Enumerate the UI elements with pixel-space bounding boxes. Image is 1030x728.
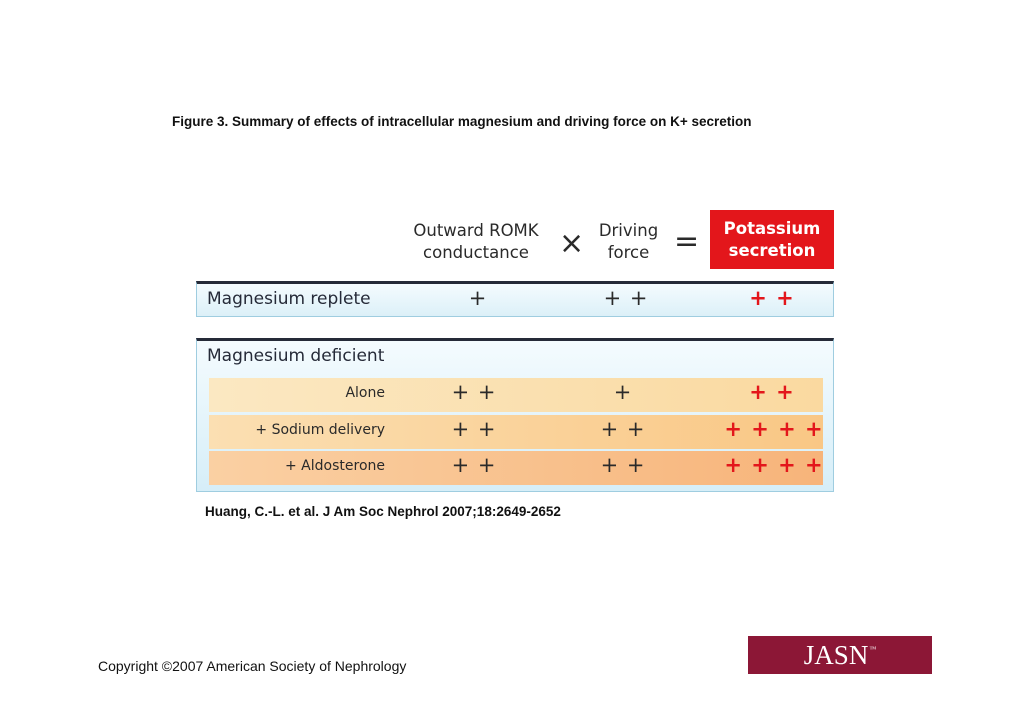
header-potassium-secretion: [710, 210, 834, 269]
copyright-notice: Copyright ©2007 American Society of Nephrology: [98, 658, 407, 674]
row-secretion: + + + +: [724, 417, 824, 441]
row-driving: + +: [600, 417, 646, 441]
header-driving-line1: Driving: [598, 221, 659, 240]
magnesium-replete-row: [196, 281, 834, 317]
figure-title: Figure 3. Summary of effects of intracellular magnesium and driving force on K+ secretion: [172, 114, 752, 129]
jasn-logo: [748, 636, 932, 674]
deficient-row-sodium-delivery: [209, 415, 823, 449]
replete-conductance: +: [468, 286, 488, 310]
deficient-row-alone: [209, 378, 823, 412]
row-driving: + +: [600, 453, 646, 477]
citation: Huang, C.-L. et al. J Am Soc Nephrol 2007;18:2649-2652: [205, 504, 561, 519]
replete-label: Magnesium replete: [207, 289, 371, 309]
row-label: + Aldosterone: [285, 458, 385, 474]
header-secretion-line2: secretion: [728, 241, 816, 260]
row-conductance: + +: [451, 417, 497, 441]
replete-secretion: + +: [749, 286, 795, 310]
times-symbol: ×: [559, 226, 585, 261]
header-conductance-line2: conductance: [423, 243, 529, 262]
equals-symbol: =: [674, 224, 700, 259]
header-conductance-line1: Outward ROMK: [413, 221, 539, 240]
header-conductance: [396, 220, 556, 264]
row-secretion: + +: [749, 380, 795, 404]
header-driving-line2: force: [607, 243, 650, 262]
replete-driving: + +: [603, 286, 649, 310]
header-secretion-line1: Potassium: [723, 219, 821, 238]
row-conductance: + +: [451, 453, 497, 477]
row-label: + Sodium delivery: [255, 422, 385, 438]
deficient-label: Magnesium deficient: [207, 346, 385, 366]
row-label: Alone: [345, 385, 385, 401]
magnesium-deficient-section: [196, 338, 834, 492]
deficient-row-aldosterone: [209, 451, 823, 485]
summary-figure: [196, 208, 836, 493]
row-driving: +: [613, 380, 633, 404]
logo-text: JASN: [803, 640, 869, 670]
header-driving-force: [586, 220, 671, 264]
logo-trademark: ™: [869, 645, 877, 653]
row-secretion: + + + +: [724, 453, 824, 477]
row-conductance: + +: [451, 380, 497, 404]
